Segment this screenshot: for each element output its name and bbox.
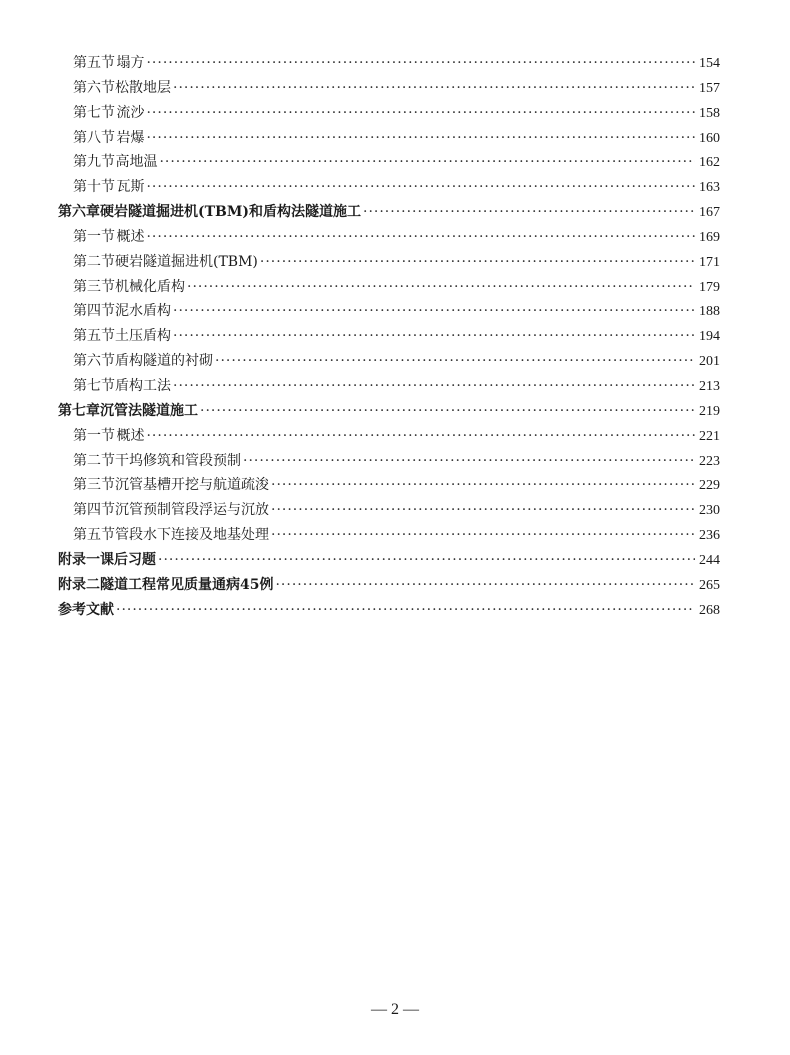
- toc-section-entry: [58, 250, 720, 275]
- toc-entry-page: 160: [699, 130, 720, 146]
- toc-entry-number: 第二节: [73, 253, 115, 270]
- dot-leader: [363, 200, 695, 225]
- toc-entry-title: 盾构隧道的衬砌: [115, 353, 213, 370]
- toc-section-entry: [58, 473, 720, 498]
- toc-entry-page: 268: [699, 602, 720, 618]
- toc-entry-title: 硬岩隧道掘进机(TBM)和盾构法隧道施工: [100, 204, 361, 221]
- toc-entry-page: 236: [699, 528, 720, 544]
- toc-entry-number: 第三节: [73, 477, 115, 494]
- table-of-contents: [58, 51, 720, 622]
- toc-entry-number: 第六节: [73, 79, 115, 96]
- toc-entry-title: 瓦斯: [116, 179, 145, 196]
- toc-entry-title: 土压盾构: [115, 328, 171, 345]
- toc-entry-title: 隧道工程常见质量通病45例: [100, 576, 274, 593]
- toc-entry-number: 第二节: [73, 452, 115, 469]
- dot-leader: [271, 498, 695, 523]
- toc-entry-page: 169: [699, 229, 720, 245]
- toc-section-entry: [58, 175, 720, 200]
- toc-entry-title: 课后习题: [100, 551, 156, 568]
- toc-entry-page: 162: [699, 155, 720, 171]
- toc-entry-number: 第四节: [73, 502, 115, 519]
- dot-leader: [215, 349, 695, 374]
- toc-entry-page: 158: [699, 105, 720, 121]
- dot-leader: [158, 548, 695, 573]
- toc-entry-title: 沉管法隧道施工: [100, 402, 198, 419]
- toc-entry-page: 229: [699, 478, 720, 494]
- toc-section-entry: [58, 51, 720, 76]
- toc-section-entry: [58, 275, 720, 300]
- toc-entry-page: 213: [699, 378, 720, 394]
- dot-leader: [146, 424, 695, 449]
- toc-entry-title: 高地温: [115, 154, 158, 171]
- toc-entry-number: 第五节: [73, 55, 115, 71]
- toc-entry-number: 第三节: [73, 278, 115, 295]
- toc-section-entry: [58, 523, 720, 548]
- toc-entry-number: 第五节: [73, 527, 115, 544]
- toc-entry-title: 沉管基槽开挖与航道疏浚: [115, 477, 269, 494]
- toc-entry-number: 第十节: [73, 179, 115, 196]
- toc-entry-page: 167: [699, 205, 720, 221]
- toc-entry-title: 岩爆: [116, 129, 145, 146]
- toc-section-entry: [58, 299, 720, 324]
- toc-entry-page: 223: [699, 453, 720, 469]
- dot-leader: [200, 399, 695, 424]
- dot-leader: [271, 523, 695, 548]
- toc-entry-number: 第一节: [73, 427, 115, 444]
- toc-chapter-entry: [58, 598, 720, 623]
- dot-leader: [116, 598, 695, 623]
- toc-entry-title: 塌方: [116, 55, 145, 71]
- toc-entry-title: 概述: [116, 427, 145, 444]
- dot-leader: [275, 573, 695, 598]
- dot-leader: [146, 126, 695, 151]
- toc-section-entry: [58, 126, 720, 151]
- toc-chapter-entry: [58, 200, 720, 225]
- toc-entry-title: 概述: [116, 228, 145, 245]
- toc-entry-number: 第八节: [73, 129, 115, 146]
- dot-leader: [173, 76, 695, 101]
- toc-chapter-entry: [58, 573, 720, 598]
- toc-section-entry: [58, 374, 720, 399]
- toc-section-entry: [58, 76, 720, 101]
- toc-entry-page: 265: [699, 577, 720, 593]
- toc-entry-title: 参考文献: [58, 601, 114, 618]
- toc-entry-number: 附录一: [58, 551, 100, 568]
- dot-leader: [173, 374, 695, 399]
- toc-section-entry: [58, 349, 720, 374]
- toc-entry-page: 163: [699, 180, 720, 196]
- page-number: — 2 —: [371, 1001, 419, 1018]
- dot-leader: [173, 299, 695, 324]
- dot-leader: [243, 449, 695, 474]
- toc-section-entry: [58, 498, 720, 523]
- toc-entry-title: 管段水下连接及地基处理: [115, 527, 269, 544]
- toc-entry-number: 第九节: [73, 154, 115, 171]
- toc-entry-number: 第七章: [58, 402, 100, 419]
- toc-entry-number: 第六节: [73, 353, 115, 370]
- toc-entry-title: 沉管预制管段浮运与沉放: [115, 502, 269, 519]
- toc-entry-number: 第五节: [73, 328, 115, 345]
- toc-entry-page: 179: [699, 279, 720, 295]
- dot-leader: [271, 473, 695, 498]
- dot-leader: [146, 101, 695, 126]
- toc-section-entry: [58, 150, 720, 175]
- toc-entry-page: 154: [699, 56, 720, 71]
- toc-entry-number: 第四节: [73, 303, 115, 320]
- toc-entry-title: 干坞修筑和管段预制: [115, 452, 241, 469]
- toc-entry-page: 188: [699, 304, 720, 320]
- toc-entry-number: 第七节: [73, 377, 115, 394]
- toc-entry-page: 194: [699, 329, 720, 345]
- dot-leader: [146, 225, 695, 250]
- dot-leader: [260, 250, 695, 275]
- toc-entry-title: 机械化盾构: [115, 278, 185, 295]
- toc-entry-title: 硬岩隧道掘进机(TBM): [115, 253, 258, 270]
- toc-section-entry: [58, 225, 720, 250]
- toc-entry-number: 第六章: [58, 204, 100, 221]
- toc-section-entry: [58, 449, 720, 474]
- toc-entry-number: 附录二: [58, 576, 100, 593]
- toc-entry-number: 第一节: [73, 228, 115, 245]
- toc-section-entry: [58, 101, 720, 126]
- toc-entry-page: 221: [699, 428, 720, 444]
- toc-entry-page: 230: [699, 503, 720, 519]
- toc-section-entry: [58, 424, 720, 449]
- dot-leader: [146, 175, 695, 200]
- toc-entry-title: 松散地层: [115, 79, 171, 96]
- toc-chapter-entry: [58, 399, 720, 424]
- toc-entry-title: 盾构工法: [115, 377, 171, 394]
- dot-leader: [159, 150, 695, 175]
- toc-section-entry: [58, 324, 720, 349]
- toc-entry-page: 201: [699, 354, 720, 370]
- dot-leader: [173, 324, 695, 349]
- toc-chapter-entry: [58, 548, 720, 573]
- dot-leader: [146, 51, 695, 76]
- toc-entry-page: 157: [699, 80, 720, 96]
- toc-entry-number: 第七节: [73, 104, 115, 121]
- toc-entry-page: 171: [699, 254, 720, 270]
- toc-entry-title: 流沙: [116, 104, 145, 121]
- toc-entry-title: 泥水盾构: [115, 303, 171, 320]
- toc-entry-page: 219: [699, 403, 720, 419]
- dot-leader: [187, 275, 695, 300]
- toc-entry-page: 244: [699, 552, 720, 568]
